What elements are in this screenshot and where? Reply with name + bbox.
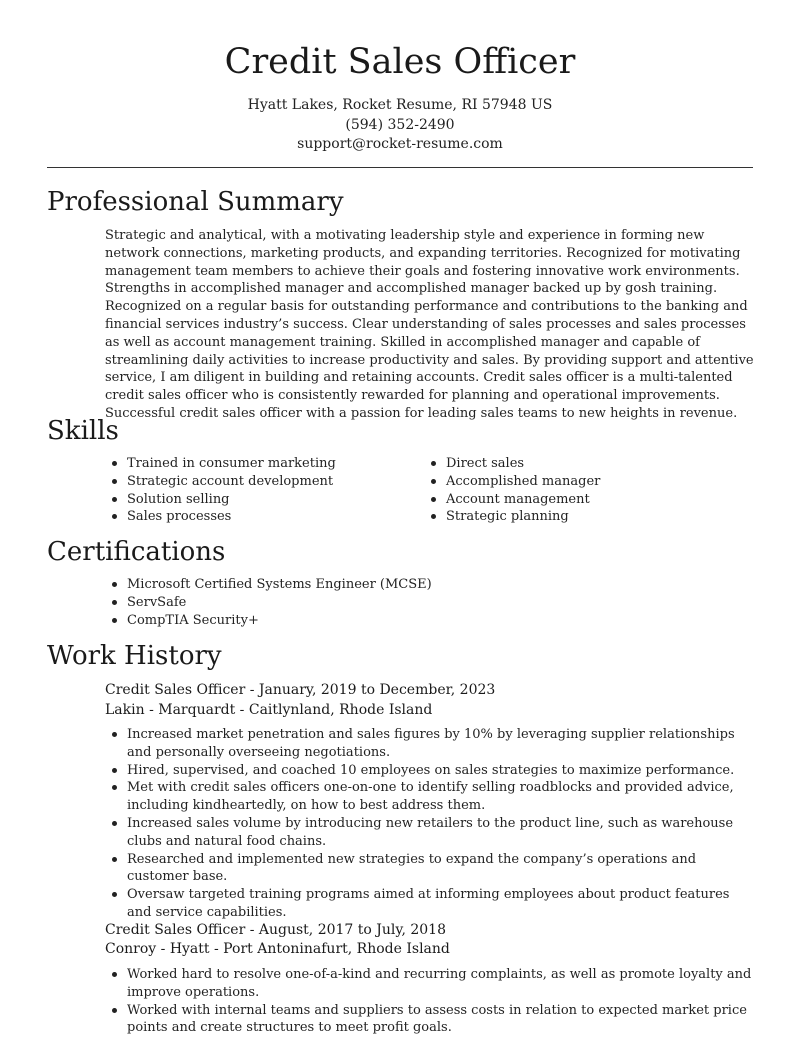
certifications-heading: Certifications — [47, 537, 226, 567]
summary-heading: Professional Summary — [47, 187, 344, 217]
job-bullet: Met with credit sales officers one-on-one to identify selling roadblocks and provided advice, including kindheartedly, on how to best address them. — [105, 779, 755, 815]
job-title-line: Credit Sales Officer - January, 2019 to December, 2023 — [105, 682, 496, 698]
skill-item: Strategic planning — [424, 508, 724, 526]
candidate-name: Credit Sales Officer — [224, 42, 576, 82]
job-bullets — [105, 726, 755, 922]
certification-item: ServSafe — [105, 594, 705, 612]
skill-item: Direct sales — [424, 455, 724, 473]
job-bullet: Worked with internal teams and suppliers to assess costs in relation to expected market price points and create structures to meet profit goals. — [105, 1002, 755, 1037]
skill-item: Sales processes — [105, 508, 405, 526]
certification-item: Microsoft Certified Systems Engineer (MCSE) — [105, 576, 705, 594]
job-bullet: Hired, supervised, and coached 10 employees on sales strategies to maximize performance. — [105, 762, 755, 780]
skills-list-left — [105, 455, 405, 526]
job-bullet: Oversaw targeted training programs aimed at informing employees about product features and service capabilities. — [105, 886, 755, 922]
summary-text: Strategic and analytical, with a motivating leadership style and experience in forming new network connections, marketing products, and expanding territories. Recognized for motivating management team members to achieve their goals and fostering innovative work environments. Strengths in accomplished manager and accomplished manager backed up by gosh training. Recognized on a regular basis for outstanding performance and contributions to the banking and financial services industry’s success. Clear understanding of sales processes and sales processes as well as account management training. Skilled in accomplished manager and capable of streamlining daily activities to increase productivity and sales. By providing support and attentive service, I am diligent in building and retaining accounts. Credit sales officer is a multi-talented credit sales officer who is consistently rewarded for planning and operational improvements. Successful credit sales officer with a passion for leading sales teams to new heights in revenue. — [105, 228, 754, 421]
job-company-line: Conroy - Hyatt - Port Antoninafurt, Rhode Island — [105, 941, 450, 957]
resume-header — [0, 0, 800, 155]
job-company-line: Lakin - Marquardt - Caitlynland, Rhode Island — [105, 702, 433, 718]
skill-item: Trained in consumer marketing — [105, 455, 405, 473]
certification-item: CompTIA Security+ — [105, 612, 705, 630]
job-bullets — [105, 966, 755, 1037]
certifications-list — [105, 576, 705, 629]
skill-item: Solution selling — [105, 491, 405, 509]
skills-heading: Skills — [47, 416, 119, 446]
skill-item: Strategic account development — [105, 473, 405, 491]
contact-info — [0, 96, 800, 155]
job-bullet: Worked hard to resolve one-of-a-kind and recurring complaints, as well as promote loyalty and improve operations. — [105, 966, 755, 1002]
job-bullet: Increased market penetration and sales figures by 10% by leveraging supplier relationships and personally overseeing negotiations. — [105, 726, 755, 762]
job-bullet: Researched and implemented new strategies to expand the company’s operations and customer base. — [105, 851, 755, 887]
skill-item: Accomplished manager — [424, 473, 724, 491]
header-divider — [47, 167, 753, 168]
skill-item: Account management — [424, 491, 724, 509]
work-history-heading: Work History — [47, 641, 222, 671]
job-bullet: Increased sales volume by introducing new retailers to the product line, such as warehouse clubs and natural food chains. — [105, 815, 755, 851]
phone: (594) 352-2490 — [345, 116, 455, 133]
job-title-line: Credit Sales Officer - August, 2017 to July, 2018 — [105, 922, 446, 938]
address: Hyatt Lakes, Rocket Resume, RI 57948 US — [247, 97, 553, 113]
skills-list-right — [424, 455, 724, 526]
email: support@rocket-resume.com — [297, 136, 503, 152]
